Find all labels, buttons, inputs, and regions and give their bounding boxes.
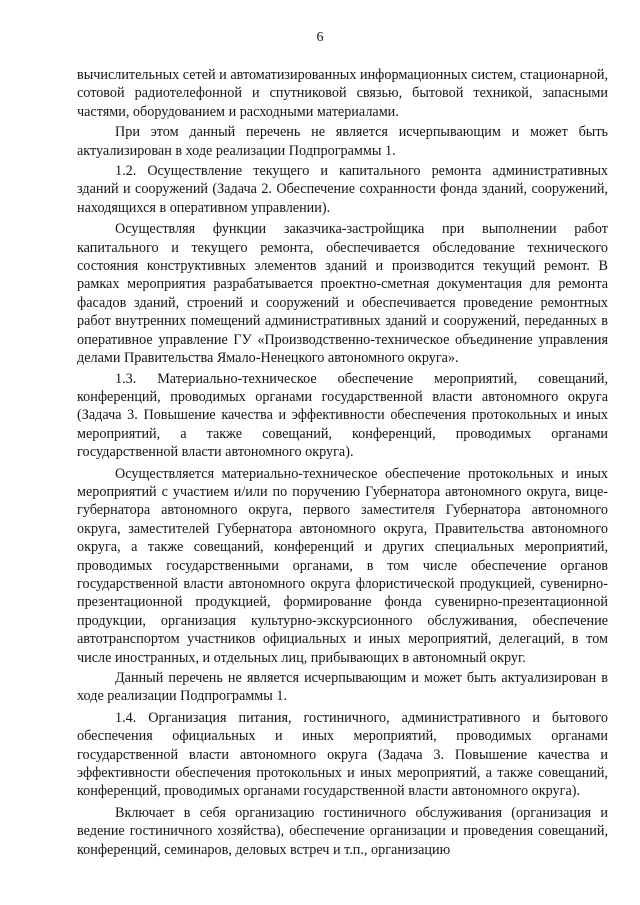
paragraph-section-1-2: 1.2. Осуществление текущего и капитального ремонта административных зданий и сооружений (Задача 2. Обеспечение сохранности фонда зданий, сооружений, находящихся в оперативном управлении). bbox=[77, 163, 608, 216]
paragraph-section-1-3: 1.3. Материально-техническое обеспечение мероприятий, совещаний, конференций, проводимых органами государственной власти автономного округа (Задача 3. Повышение качества и эффективности обеспечения протокольных и иных мероприятий, а также совещаний, конференций, проводимых органами государственной власти автономного округа). bbox=[77, 370, 608, 461]
document-body bbox=[77, 66, 608, 861]
paragraph-continuation: вычислительных сетей и автоматизированных информационных систем, стационарной, сотовой радиотелефонной и спутниковой связью, бытовой техникой, запасными частями, оборудованием и расходными материалами. bbox=[77, 67, 608, 120]
paragraph-list-note-2: Данный перечень не является исчерпывающим и может быть актуализирован в ходе реализации Подпрограммы 1. bbox=[77, 670, 608, 705]
paragraph-repair-description: Осуществляя функции заказчика-застройщика при выполнении работ капитального и текущего ремонта, обеспечивается обследование технического состояния конструктивных элементов зданий и производится текущий ремонт. В рамках мероприятия разрабатывается проектно-сметная документация для ремонта фасадов зданий, строений и сооружений и обеспечивается проведение ремонтных работ внутренних помещений административных зданий и сооружений, переданных в оперативное управление ГУ «Производственно-техническое объединение управления делами Правительства Ямало-Ненецкого автономного округа». bbox=[77, 221, 608, 367]
paragraph-section-1-4: 1.4. Организация питания, гостиничного, административного и бытового обеспечения официальных и иных мероприятий, проводимых органами государственной власти автономного округа (Задача 3. Повышение качества и эффективности обеспечения протокольных и иных мероприятий, а также совещаний, конференций, проводимых органами государственной власти автономного округа). bbox=[77, 709, 608, 800]
paragraph-hotel-description: Включает в себя организацию гостиничного обслуживания (организация и ведение гостиничного хозяйства), обеспечение организации и проведения совещаний, конференций, семинаров, деловых встреч и т.п., организацию bbox=[77, 804, 608, 858]
paragraph-list-note: При этом данный перечень не является исчерпывающим и может быть актуализирован в ходе реализации Подпрограммы 1. bbox=[77, 124, 608, 159]
page-number: 6 bbox=[316, 30, 324, 45]
paragraph-support-description: Осуществляется материально-техническое обеспечение протокольных и иных мероприятий с участием и/или по поручению Губернатора автономного округа, вице-губернатора автономного округа, первого заместителя Губернатора автономного округа, заместителей Губернатора автономного округа, Правительства автономного округа, а также совещаний, конференций и других специальных мероприятий, проводимых государственными органами, в том числе обеспечение органов государственной власти автономного округа флористической продукцией, сувенирно-презентационной продукцией, формирование фонда сувенирно-презентационной продукции, организация культурно-экскурсионного обслуживания, обеспечение автотранспортом участников официальных и иных мероприятий, делегаций, в том числе иностранных, и отдельных лиц, прибывающих в автономный округ. bbox=[77, 465, 608, 666]
